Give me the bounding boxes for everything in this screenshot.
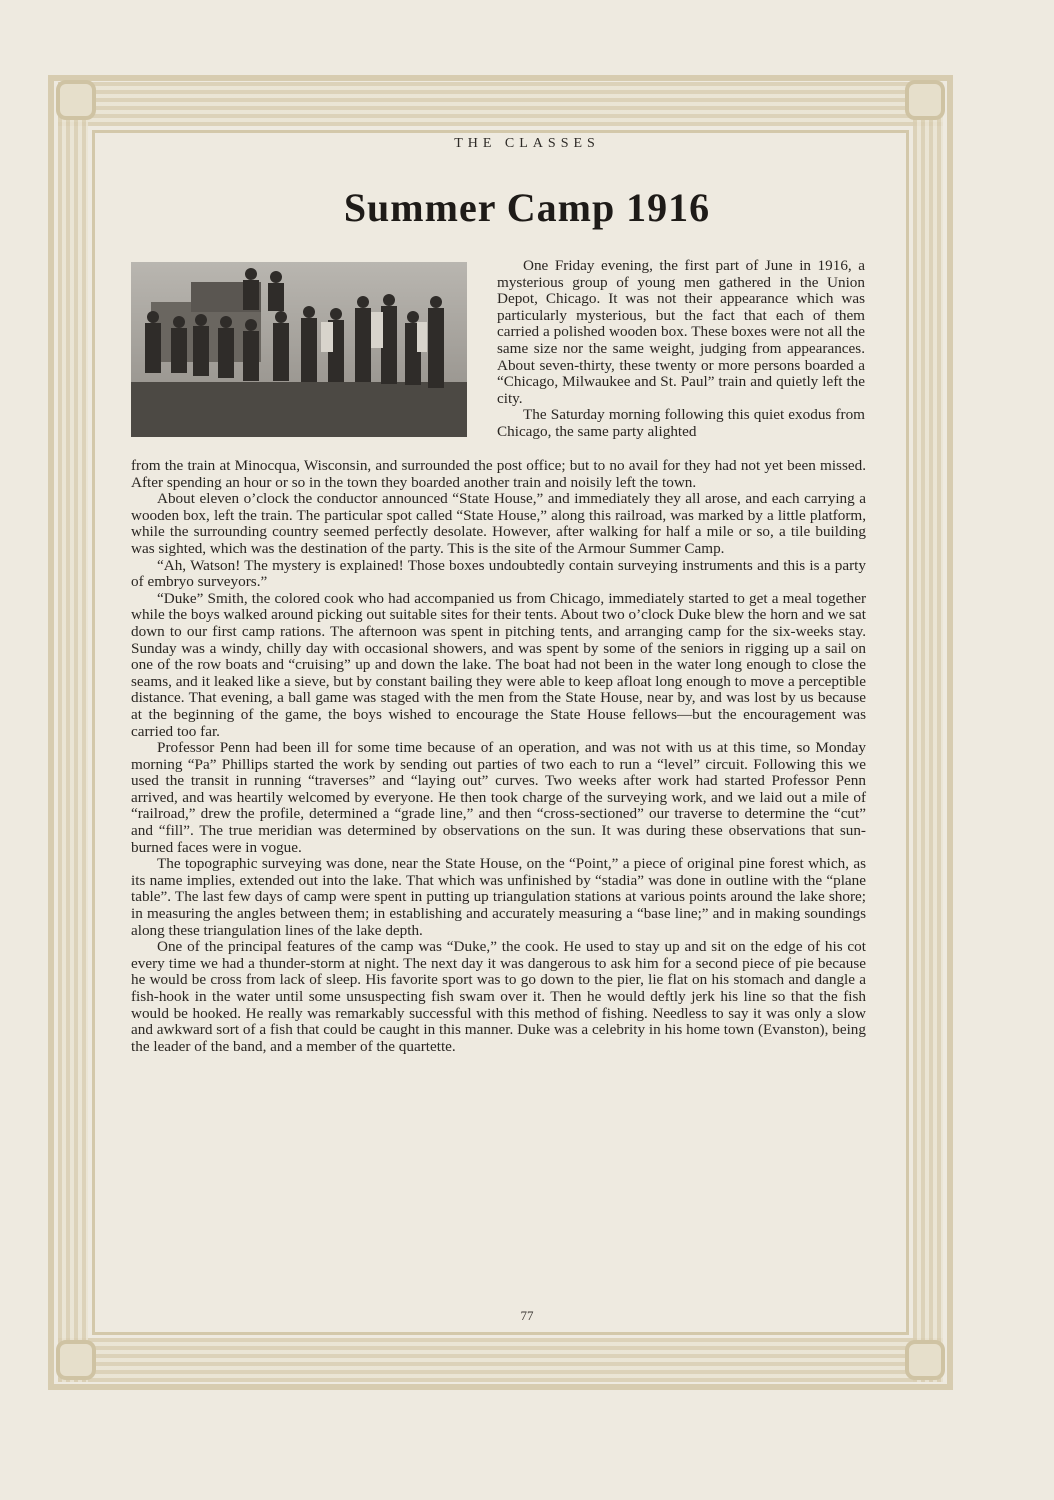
- paragraph: One Friday evening, the first part of June in 1916, a mysterious group of young men gathered in the Union Depot, Chicago. It was not their appearance which was particularly mysterious, but the fact that each of them carried a polished wooden box. These boxes were not all the same size nor the same weight, judging from appearances. About seven-thirty, these twenty or more persons boarded a “Chicago, Milwaukee and St. Paul” train and quietly left the city.: [497, 257, 865, 407]
- page-number: 77: [520, 1308, 534, 1323]
- border-corner-ornament: [905, 1340, 945, 1380]
- border-band-right: [913, 82, 943, 1382]
- paragraph: “Duke” Smith, the colored cook who had accompanied us from Chicago, immediately started to get a meal together while the boys walked around picking out suitable sites for their tents. About two o’clock Duke blew the horn and we sat down to our first camp rations. The afternoon was spent in pitching tents, and arranging camp for the six-weeks stay. Sunday was a windy, chilly day with occasional showers, and was spent by some of the seniors in rigging up a sail on one of the row boats and “cruising” up and down the lake. The boat had not been in the water long enough to close the seams, and it leaked like a sieve, but by constant bailing they were able to keep afloat long enough to move a perceptible distance. That evening, a ball game was staged with the men from the State House, near by, and was lost by us because at the beginning of the game, the boys wished to encourage the State House fellows—but the encouragement was carried too far.: [131, 589, 866, 740]
- page-title: Summer Camp 1916: [343, 185, 711, 230]
- border-band-left: [58, 82, 88, 1382]
- paragraph: “Ah, Watson! The mystery is explained! Those boxes undoubtedly contain surveying instruments and this is a party of embryo surveyors.”: [131, 556, 866, 591]
- border-band-top: [58, 82, 943, 126]
- paragraph: About eleven o’clock the conductor announced “State House,” and immediately they all arose, and each carrying a wooden box, left the train. The particular spot called “State House,” along this railroad, was marked by a little platform, while the surrounding country seemed perfectly desolate. However, after walking for half a mile or so, a tile building was sighted, which was the destination of the party. This is the site of the Armour Summer Camp.: [131, 490, 866, 557]
- article-body: [131, 458, 866, 1055]
- paragraph: The topographic surveying was done, near the State House, on the “Point,” a piece of original pine forest which, as its name implies, extended out into the lake. That which was unfinished by “stadia” was done in outline with the “plane table”. The last few days of camp were spent in putting up triangulation stations at various points around the lake shore; in measuring the angles between them; in establishing and accurately measuring a “base line;” and in making soundings along these triangulation lines of the lake depth.: [131, 855, 866, 939]
- border-corner-ornament: [56, 1340, 96, 1380]
- border-band-bottom: [58, 1338, 943, 1382]
- article-column-right: [497, 258, 865, 441]
- paragraph: Professor Penn had been ill for some time because of an operation, and was not with us at this time, so Monday morning “Pa” Phillips started the work by sending out parties of two each to run a “level” circuit. Following this we used the transit in running “traverses” and “laying out” curves. Two weeks after work had started Professor Penn arrived, and was heartily welcomed by everyone. He then took charge of the surveying work, and we laid out a mile of “railroad,” drew the profile, determined a “grade line,” and then “cross-sectioned” our traverse to determine the “cut” and “fill”. The true meridian was determined by observations on the sun. It was during these observations that sun-burned faces were in vogue.: [131, 739, 866, 856]
- paragraph: from the train at Minocqua, Wisconsin, and surrounded the post office; but to no avail for they had not yet been missed. After spending an hour or so in the town they boarded another train and noisily left the town.: [131, 457, 866, 491]
- border-corner-ornament: [56, 80, 96, 120]
- paragraph: The Saturday morning following this quiet exodus from Chicago, the same party alighted: [497, 406, 865, 440]
- paragraph: One of the principal features of the camp was “Duke,” the cook. He used to stay up and sit on the edge of his cot every time we had a thunder-storm at night. The next day it was dangerous to ask him for a second piece of pie because he would be cross from lack of sleep. His favorite sport was to go down to the pier, lie flat on his stomach and dangle a fish-hook in the water until some unsuspecting fish swam over it. Then he would deftly jerk his line so that the fish would be hooked. He really was remarkably successful with this method of fishing. Needless to say it was only a slow and awkward sort of a fish that could be caught in this manner. Duke was a celebrity in his home town (Evanston), being the leader of the band, and a member of the quartette.: [131, 938, 866, 1055]
- border-corner-ornament: [905, 80, 945, 120]
- running-head: THE CLASSES: [454, 136, 600, 151]
- group-photo-icon: [131, 262, 467, 437]
